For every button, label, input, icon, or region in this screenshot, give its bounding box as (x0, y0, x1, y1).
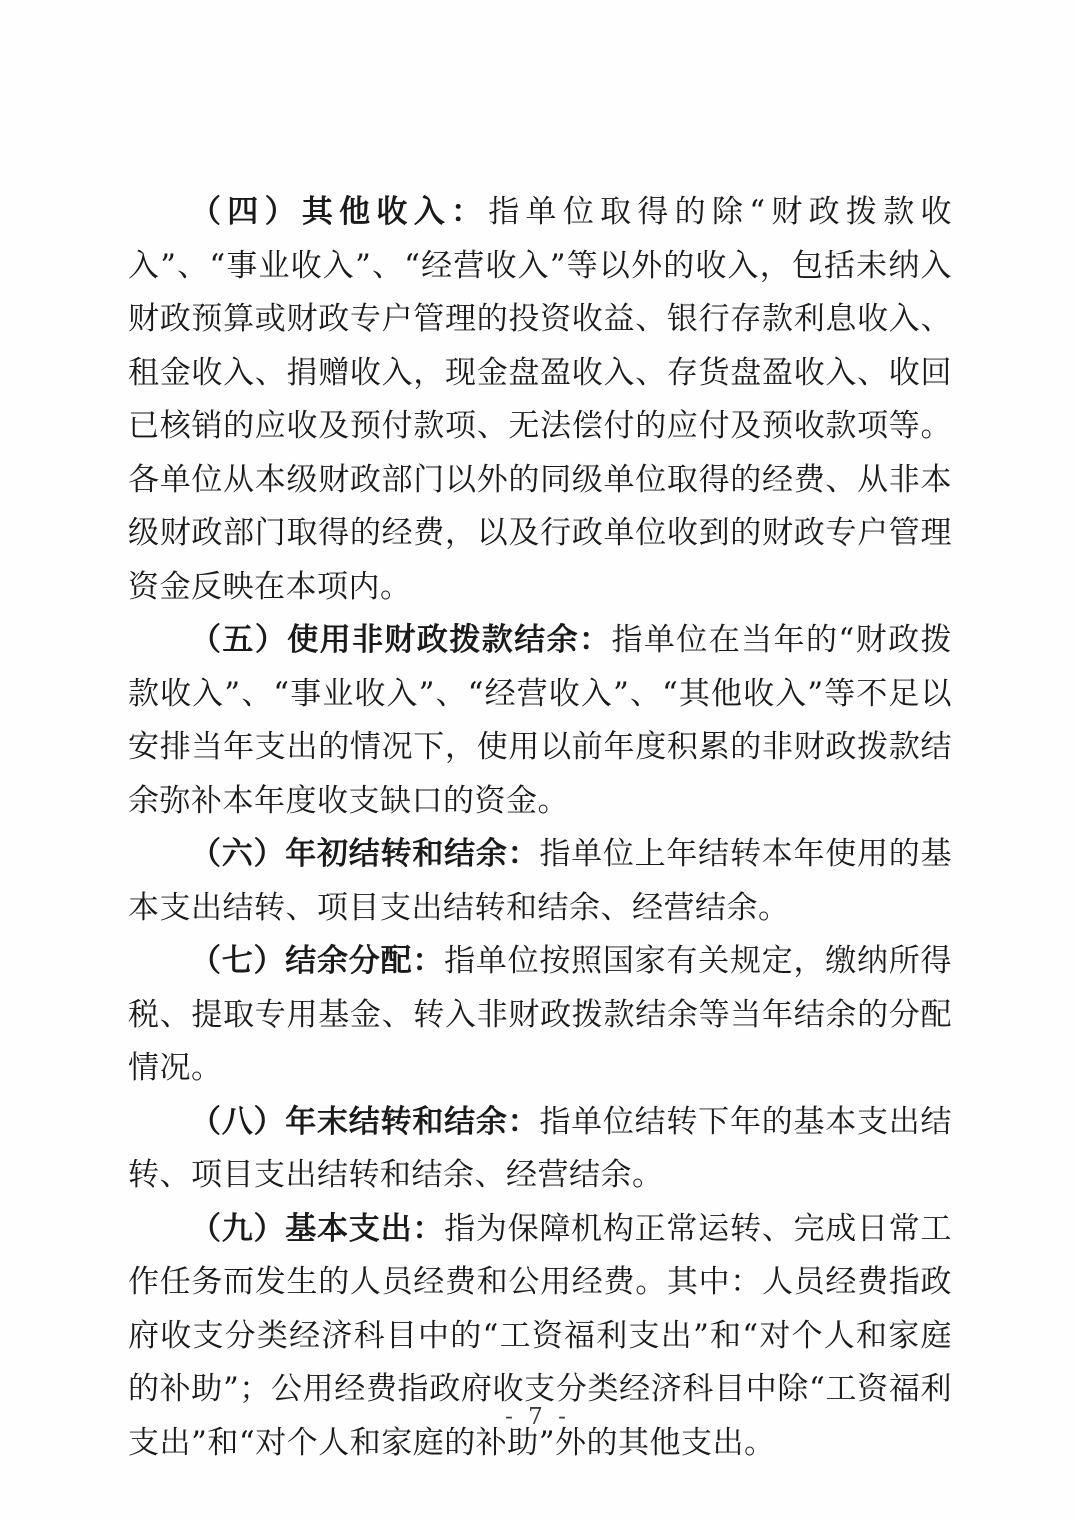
paragraph-text: 指单位结转下年的基本支出结转、项目支出结转和结余、经营结余。 (128, 1103, 953, 1193)
paragraph-text: 指单位按照国家有关规定，缴纳所得税、提取专用基金、转入非财政拨款结余等当年结余的分配情况。 (128, 943, 953, 1086)
paragraph-surplus-distribution (128, 935, 952, 1096)
page-number: - 7 - (505, 1404, 570, 1430)
paragraph-text: 指单位在当年的“财政拨款收入”、“事业收入”、“经营收入”、“其他收入”等不足以安排当年支出的情况下，使用以前年度积累的非财政拨款结余弥补本年度收支缺口的资金。 (128, 622, 952, 819)
paragraph-heading: （八）年末结转和结余： (190, 1103, 540, 1140)
paragraph-text: 指单位取得的除“财政拨款收入”、“事业收入”、“经营收入”等以外的收入，包括未纳入财政预算或财政专户管理的投资收益、银行存款利息收入、租金收入、捐赠收入，现金盘盈收入、存货盘盈收入、收回已核销的应收及预付款项、无法偿付的应付及预收款项等。各单位从本级财政部门以外的同级单位取得的经费、从非本级财政部门取得的经费，以及行政单位收到的财政专户管理资金反映在本项内。 (128, 194, 952, 605)
paragraph-heading: （九）基本支出： (190, 1210, 445, 1247)
paragraph-heading: （六）年初结转和结余： (190, 836, 540, 872)
paragraph-heading: （四）其他收入： (190, 194, 489, 230)
paragraph-use-of-non-fiscal-carryover (128, 614, 952, 828)
paragraph-heading: （七）结余分配： (190, 943, 445, 979)
paragraph-text: 指单位上年结转本年使用的基本支出结转、项目支出结转和结余、经营结余。 (128, 836, 953, 926)
paragraph-year-end-carryover (128, 1096, 952, 1203)
paragraph-heading: （五）使用非财政拨款结余： (190, 622, 612, 658)
paragraph-other-income (128, 186, 952, 614)
paragraph-text: 指为保障机构正常运转、完成日常工作任务而发生的人员经费和公用经费。其中：人员经费指政府收支分类经济科目中的“工资福利支出”和“对个人和家庭的补助”；公用经费指政府收支分类经济科目中除“工资福利支出”和“对个人和家庭的补助”外的其他支出。 (128, 1210, 953, 1461)
paragraph-beginning-year-carryover (128, 828, 952, 935)
document-body (128, 186, 952, 1470)
